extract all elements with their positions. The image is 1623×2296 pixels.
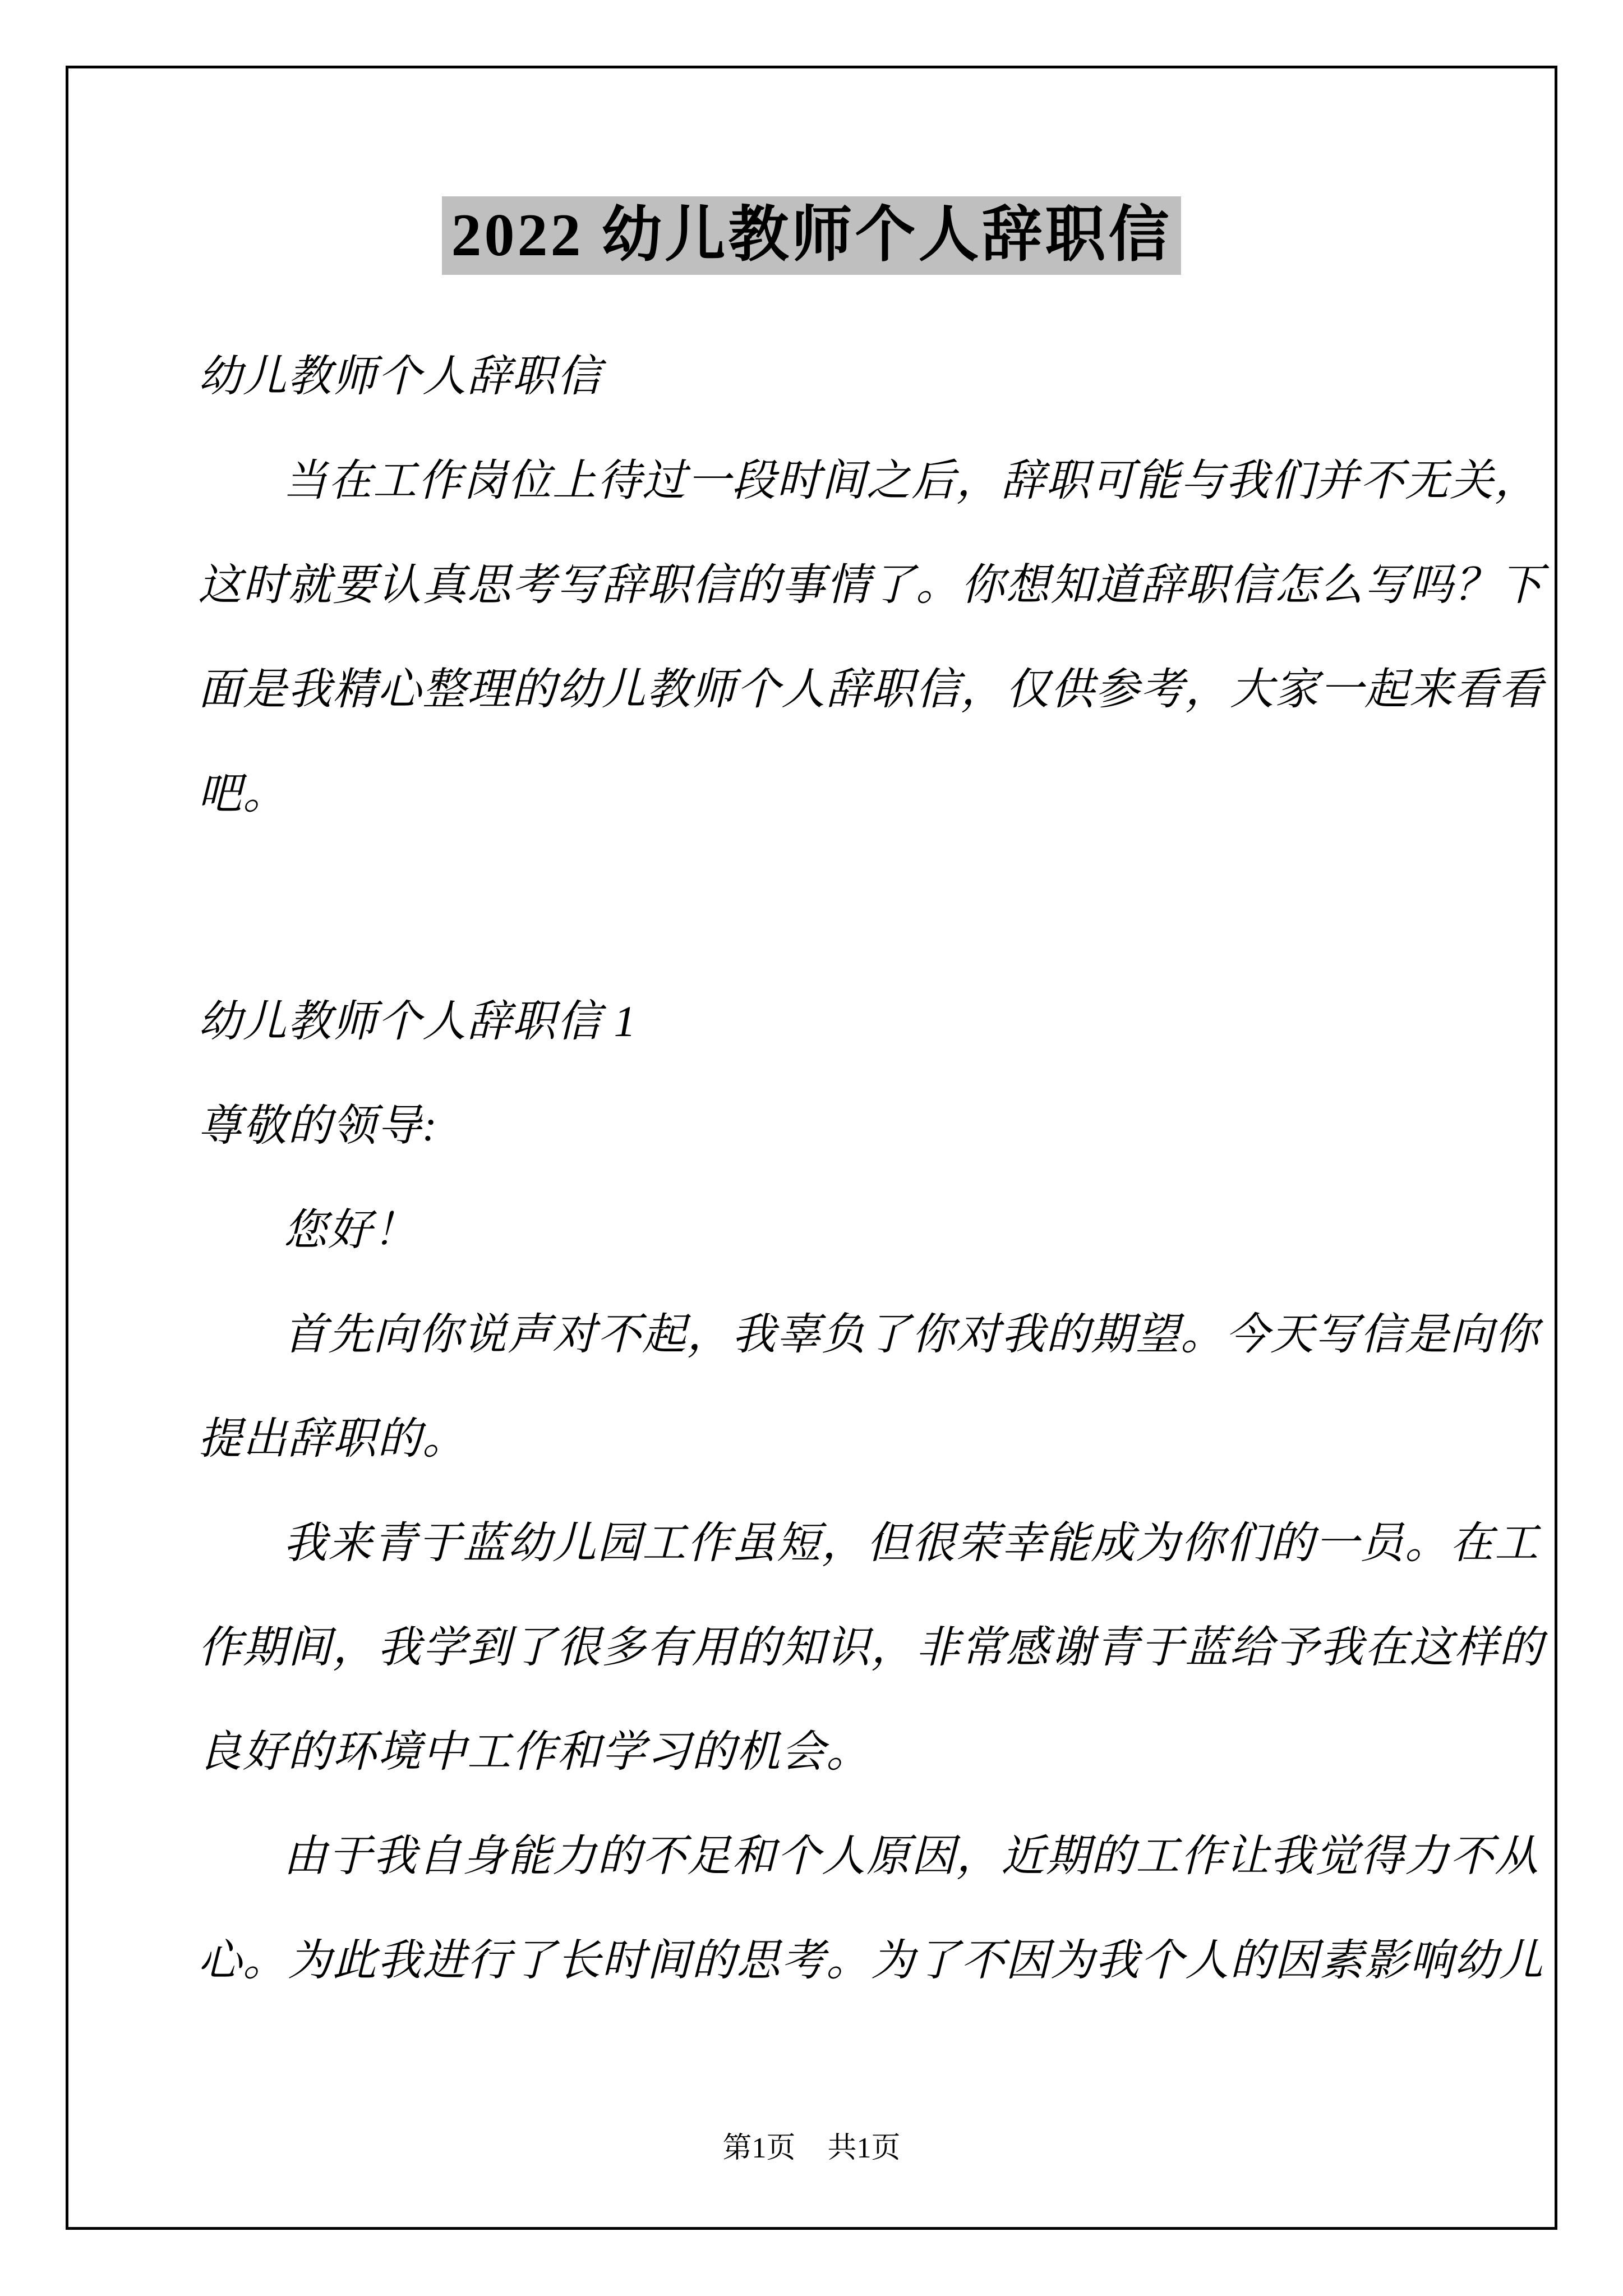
- text-line: 心。为此我进行了长时间的思考。为了不因为我个人的因素影响幼儿: [198, 1936, 1544, 1985]
- text-line: 当在工作岗位上待过一段时间之后，辞职可能与我们并不无关，: [283, 456, 1540, 505]
- text-line: 作期间，我学到了很多有用的知识，非常感谢青于蓝给予我在这样的: [198, 1623, 1544, 1672]
- text-line: 良好的环境中工作和学习的机会。: [198, 1727, 872, 1776]
- text-line: 吧。: [198, 769, 288, 818]
- text-line: 我来青于蓝幼儿园工作虽短，但很荣幸能成为你们的一员。在工: [283, 1519, 1540, 1567]
- title-highlight: 2022 幼儿教师个人辞职信: [442, 196, 1181, 275]
- text-line: 面是我精心整理的幼儿教师个人辞职信，仅供参考，大家一起来看看: [198, 665, 1544, 714]
- page-footer: 第1页 共1页: [722, 2132, 901, 2164]
- document-title: [0, 196, 1623, 275]
- text-line: 尊敬的领导:: [198, 1101, 438, 1150]
- document-body: [198, 324, 1544, 2013]
- text-line: 这时就要认真思考写辞职信的事情了。你想知道辞职信怎么写吗？下: [198, 560, 1544, 609]
- text-line: 您好！: [283, 1205, 418, 1254]
- text-line: 幼儿教师个人辞职信: [198, 352, 602, 401]
- text-line: 首先向你说声对不起，我辜负了你对我的期望。今天写信是向你: [283, 1310, 1540, 1359]
- text-line: 由于我自身能力的不足和个人原因，近期的工作让我觉得力不从: [283, 1832, 1540, 1880]
- text-line: 提出辞职的。: [198, 1414, 468, 1463]
- text-line: 幼儿教师个人辞职信 1: [198, 997, 637, 1046]
- blank-line: [198, 846, 1424, 969]
